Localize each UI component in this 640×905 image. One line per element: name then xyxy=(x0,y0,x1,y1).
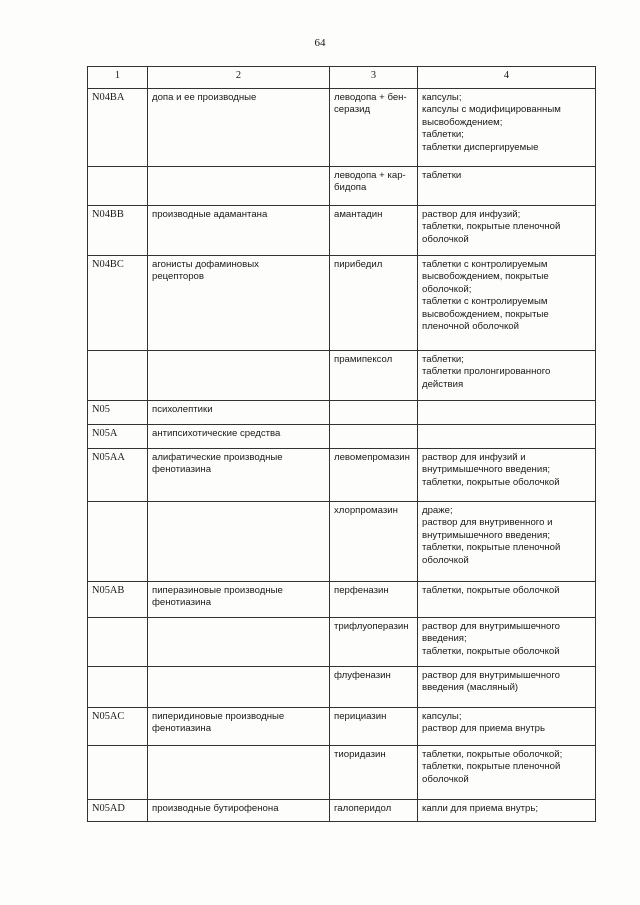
header-cell-3: 3 xyxy=(330,67,418,89)
header-cell-2: 2 xyxy=(148,67,330,89)
page-number: 64 xyxy=(314,37,326,49)
table-row xyxy=(88,667,596,708)
dosage-form-cell xyxy=(418,425,596,449)
group-cell: производные бутирофенона xyxy=(148,800,330,822)
table-row xyxy=(88,167,596,206)
drug-cell xyxy=(330,425,418,449)
drug-cell: флуфеназин xyxy=(330,667,418,708)
table-row xyxy=(88,746,596,800)
dosage-form-cell xyxy=(418,401,596,425)
atc-code-cell: N04BA xyxy=(88,89,148,167)
dosage-form-cell: капсулы; раствор для приема внутрь xyxy=(418,708,596,746)
drug-cell: амантадин xyxy=(330,206,418,256)
table-row xyxy=(88,618,596,667)
atc-code-cell: N05 xyxy=(88,401,148,425)
drug-cell xyxy=(330,401,418,425)
drug-cell: левомепромазин xyxy=(330,449,418,502)
dosage-form-cell: капсулы; капсулы с модифицированным высвобождением; таблетки; таблетки диспергируемые xyxy=(418,89,596,167)
dosage-form-cell: таблетки; таблетки пролонгированного действия xyxy=(418,351,596,401)
table-row xyxy=(88,582,596,618)
table-row xyxy=(88,89,596,167)
dosage-form-cell: таблетки с контролируемым высвобождением, покрытые оболочкой; таблетки с контролируемым высвобождением, покрытые пленочной оболочкой xyxy=(418,256,596,351)
group-cell: агонисты дофаминовых рецепторов xyxy=(148,256,330,351)
table-row xyxy=(88,708,596,746)
atc-code-cell: N05AC xyxy=(88,708,148,746)
group-cell: пиперазиновые производные фенотиазина xyxy=(148,582,330,618)
atc-code-cell: N04BB xyxy=(88,206,148,256)
drug-cell: прамипексол xyxy=(330,351,418,401)
drug-cell: пирибедил xyxy=(330,256,418,351)
table-row xyxy=(88,256,596,351)
drug-cell: тиоридазин xyxy=(330,746,418,800)
group-cell xyxy=(148,618,330,667)
drug-cell: хлорпромазин xyxy=(330,502,418,582)
dosage-form-cell: раствор для инфузий и внутримышечного введения; таблетки, покрытые оболочкой xyxy=(418,449,596,502)
group-cell xyxy=(148,351,330,401)
header-cell-4: 4 xyxy=(418,67,596,89)
dosage-form-cell: раствор для внутримышечного введения; таблетки, покрытые оболочкой xyxy=(418,618,596,667)
group-cell xyxy=(148,167,330,206)
table-row xyxy=(88,425,596,449)
group-cell xyxy=(148,667,330,708)
atc-code-cell: N04BC xyxy=(88,256,148,351)
table-row xyxy=(88,449,596,502)
group-cell: алифатические производные фенотиазина xyxy=(148,449,330,502)
dosage-form-cell: таблетки, покрытые оболочкой xyxy=(418,582,596,618)
dosage-form-cell: таблетки xyxy=(418,167,596,206)
drug-cell: леводопа + кар- бидопа xyxy=(330,167,418,206)
atc-code-cell: N05AB xyxy=(88,582,148,618)
table-row xyxy=(88,206,596,256)
drug-cell: перициазин xyxy=(330,708,418,746)
dosage-form-cell: капли для приема внутрь; xyxy=(418,800,596,822)
table-row xyxy=(88,502,596,582)
drug-cell: леводопа + бен- серазид xyxy=(330,89,418,167)
dosage-form-cell: раствор для внутримышечного введения (масляный) xyxy=(418,667,596,708)
dosage-form-cell: раствор для инфузий; таблетки, покрытые пленочной оболочкой xyxy=(418,206,596,256)
group-cell: допа и ее производные xyxy=(148,89,330,167)
drug-table xyxy=(87,66,596,822)
drug-cell: галоперидол xyxy=(330,800,418,822)
atc-code-cell xyxy=(88,618,148,667)
table-row xyxy=(88,800,596,822)
group-cell xyxy=(148,746,330,800)
table-row xyxy=(88,401,596,425)
atc-code-cell xyxy=(88,167,148,206)
atc-code-cell xyxy=(88,502,148,582)
drug-cell: перфеназин xyxy=(330,582,418,618)
group-cell: психолептики xyxy=(148,401,330,425)
dosage-form-cell: таблетки, покрытые оболочкой; таблетки, покрытые пленочной оболочкой xyxy=(418,746,596,800)
group-cell: производные адамантана xyxy=(148,206,330,256)
atc-code-cell: N05AD xyxy=(88,800,148,822)
drug-cell: трифлуоперазин xyxy=(330,618,418,667)
group-cell: пиперидиновые производные фенотиазина xyxy=(148,708,330,746)
table-header-row xyxy=(88,67,596,89)
group-cell xyxy=(148,502,330,582)
atc-code-cell: N05A xyxy=(88,425,148,449)
atc-code-cell xyxy=(88,667,148,708)
table-row xyxy=(88,351,596,401)
atc-code-cell xyxy=(88,351,148,401)
atc-code-cell: N05AA xyxy=(88,449,148,502)
group-cell: антипсихотические средства xyxy=(148,425,330,449)
header-cell-1: 1 xyxy=(88,67,148,89)
dosage-form-cell: драже; раствор для внутривенного и внутримышечного введения; таблетки, покрытые пленочной оболочкой xyxy=(418,502,596,582)
atc-code-cell xyxy=(88,746,148,800)
